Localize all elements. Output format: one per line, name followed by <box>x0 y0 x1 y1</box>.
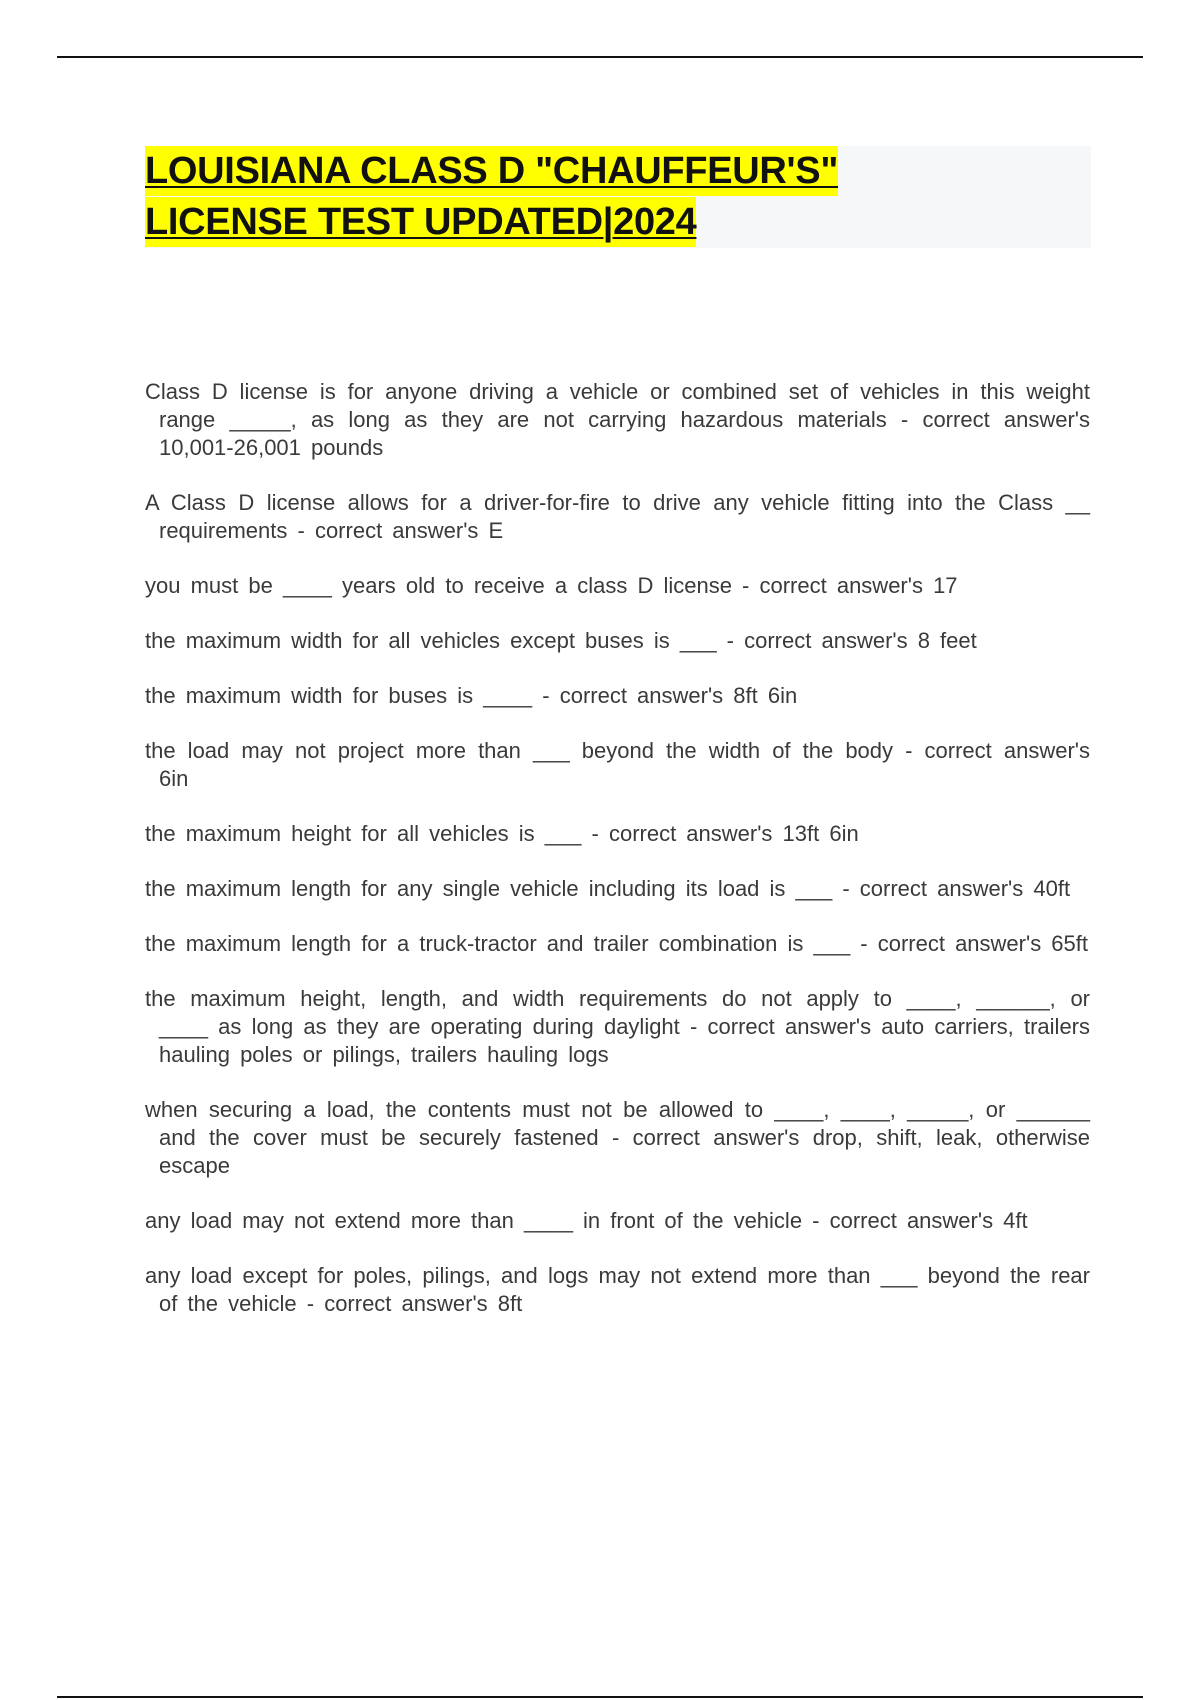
question-answer-list <box>145 356 1090 1345</box>
qa-item: A Class D license allows for a driver-for-fire to drive any vehicle fitting into the Class __ requirements - correct answer's E <box>145 490 1090 543</box>
bottom-rule <box>57 1696 1143 1698</box>
title-line-1: LOUISIANA CLASS D "CHAUFFEUR'S" <box>145 146 838 196</box>
qa-item: Class D license is for anyone driving a vehicle or combined set of vehicles in this weight range _____, as long as they are not carrying hazardous materials - correct answer's 10,001-26,001 pounds <box>145 379 1090 460</box>
qa-item: the maximum length for a truck-tractor and trailer combination is ___ - correct answer's 65ft <box>145 931 1089 956</box>
qa-item: the load may not project more than ___ beyond the width of the body - correct answer's 6in <box>145 738 1090 791</box>
qa-item: the maximum width for buses is ____ - correct answer's 8ft 6in <box>145 683 798 708</box>
qa-item: the maximum width for all vehicles except buses is ___ - correct answer's 8 feet <box>145 628 977 653</box>
top-rule <box>57 56 1143 58</box>
qa-item: you must be ____ years old to receive a class D license - correct answer's 17 <box>145 573 958 598</box>
document-title <box>145 146 1091 248</box>
qa-item: any load may not extend more than ____ in front of the vehicle - correct answer's 4ft <box>145 1208 1028 1233</box>
qa-item: the maximum length for any single vehicle including its load is ___ - correct answer's 40ft <box>145 876 1071 901</box>
qa-item: the maximum height for all vehicles is ___ - correct answer's 13ft 6in <box>145 821 859 846</box>
title-line-2: LICENSE TEST UPDATED|2024 <box>145 197 696 247</box>
qa-item: the maximum height, length, and width requirements do not apply to ____, ______, or ____ as long as they are operating during daylight - correct answer's auto carriers, trailers hauling poles or pilings, trailers hauling logs <box>145 986 1090 1067</box>
qa-item: any load except for poles, pilings, and logs may not extend more than ___ beyond the rear of the vehicle - correct answer's 8ft <box>145 1263 1090 1316</box>
qa-item: when securing a load, the contents must not be allowed to ____, ____, _____, or ______ and the cover must be securely fastened - correct answer's drop, shift, leak, otherwise escape <box>145 1097 1090 1178</box>
